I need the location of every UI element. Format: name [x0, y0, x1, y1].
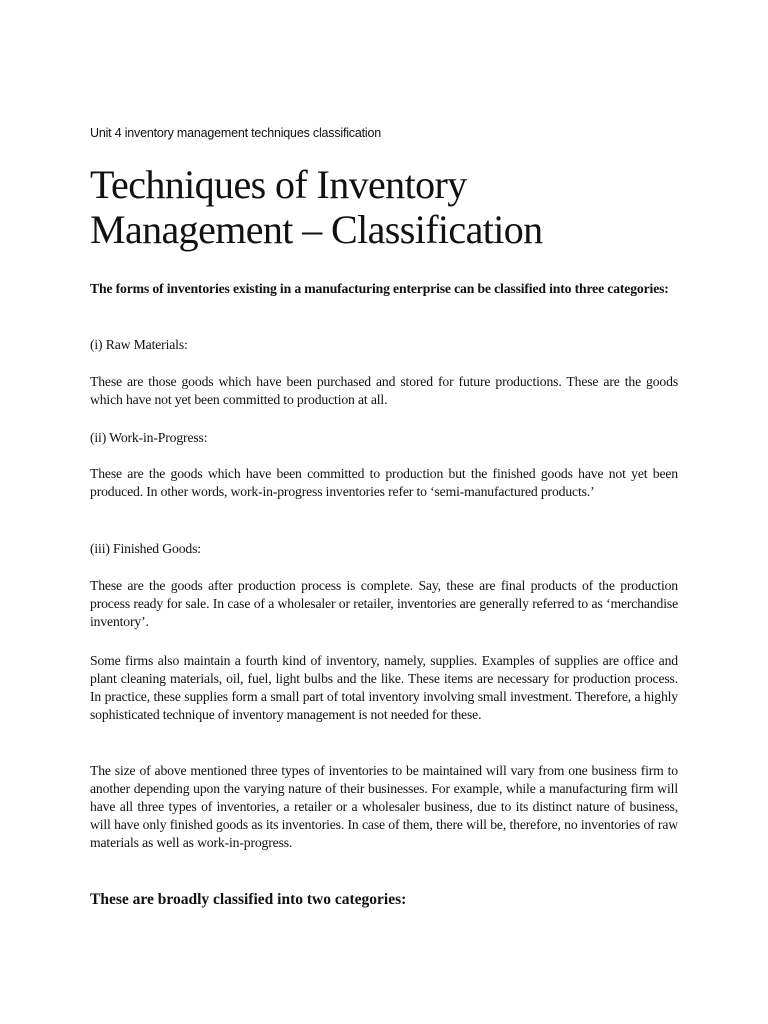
title-line-2: Management – Classification [90, 207, 543, 252]
page-title [90, 162, 543, 252]
finished-goods-paragraph: These are the goods after production process is complete. Say, these are final products of the production process ready for sale. In case of a wholesaler or retailer, inventories are generally referred to as ‘merchandise inventory’. [90, 578, 678, 629]
title-line-1: Techniques of Inventory [90, 162, 467, 207]
inventory-size-paragraph: The size of above mentioned three types of inventories to be maintained will vary from one business firm to another depending upon the varying nature of their businesses. For example, while a manufacturing firm will have all three types of inventories, a retailer or a wholesaler business, due to its distinct nature of business, will have only finished goods as its inventories. In case of them, there will be, therefore, no inventories of raw materials as well as work-in-progress. [90, 763, 678, 850]
running-head: Unit 4 inventory management techniques classification [90, 126, 381, 140]
raw-materials-heading: (i) Raw Materials: [90, 337, 188, 352]
supplies-paragraph: Some firms also maintain a fourth kind of inventory, namely, supplies. Examples of supplies are office and plant cleaning materials, oil, fuel, light bulbs and the like. These items are necessary for production process. In practice, these supplies form a small part of total inventory involving small investment. Therefore, a highly sophisticated technique of inventory management is not needed for these. [90, 653, 678, 722]
intro-paragraph: The forms of inventories existing in a manufacturing enterprise can be classified into three categories: [90, 281, 669, 296]
raw-materials-paragraph: These are those goods which have been purchased and stored for future productions. These are the goods which have not yet been committed to production at all. [90, 374, 678, 407]
broad-classification-heading: These are broadly classified into two categories: [90, 891, 407, 908]
finished-goods-heading: (iii) Finished Goods: [90, 541, 201, 556]
wip-heading: (ii) Work-in-Progress: [90, 430, 208, 445]
wip-paragraph: These are the goods which have been committed to production but the finished goods have not yet been produced. In other words, work-in-progress inventories refer to ‘semi-manufactured products.’ [90, 466, 678, 499]
